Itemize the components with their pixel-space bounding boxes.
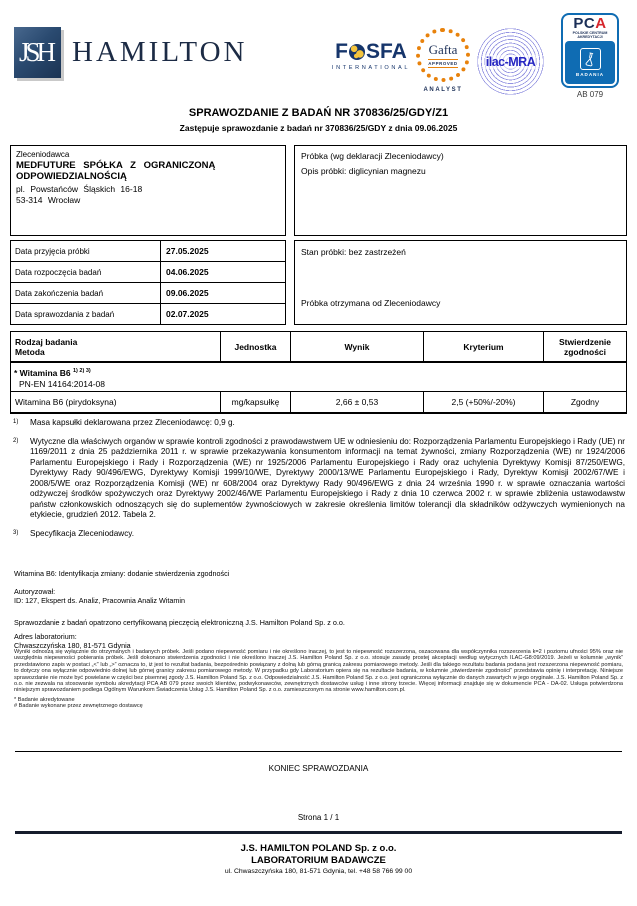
footnote-refs: 1) 2) 3) — [72, 368, 91, 374]
footer-company-name: J.S. HAMILTON POLAND Sp. z o.o. — [240, 843, 397, 854]
globe-icon — [349, 44, 365, 60]
footer-bar — [15, 831, 622, 834]
authorization-block — [14, 569, 614, 650]
column-header-test: Rodzaj badania Metoda — [11, 332, 221, 361]
table-row — [11, 304, 285, 324]
results-group-row — [11, 363, 626, 392]
client-name-line1: MEDFUTURE SPÓŁKA Z OGRANICZONĄ — [16, 160, 216, 171]
dates-table — [10, 240, 286, 325]
client-cell — [10, 145, 286, 236]
client-address-line2: 53-314 Wrocław — [16, 195, 81, 205]
footnote-item — [10, 529, 625, 540]
gafta-approved-label: APPROVED — [428, 61, 458, 66]
sample-condition: Stan próbki: bez zastrzeżeń — [301, 247, 406, 257]
page-number: Strona 1 / 1 — [297, 813, 340, 822]
disclaimer-text: Wyniki odnoszą się wyłącznie do otrzymanych i badanych próbek. Jeśli podano niepewność pomiaru i nie określono inaczej, to jest to niepewność rozszerzona, oszacowana dla współczynnika rozszerzenia k=2 i poziomu ufności 95% oraz nie uwzględnia niepewności pobierania próbek. Jeśli dokonano stwierdzenia zgodności i nie określono inaczej J.S. Hamilton Poland Sp. z o.o. stosuje zasadę prostej akceptacji według wytycznych ILAC-G8:09/2019. Jeżeli w kolumnie „wynik” przedstawiono zapis w postaci „<” lub „>” oznacza to, iż jest to rezultat badania, bezpośrednio powiązany z dolną lub górną granicą zakresu pomiarowego metody. Jeśli dla takiego rezultatu badania podana jest rozszerzona niepewność pomiaru, to dotyczy ona wyłącznie odpowiednio dolnej lub górnej granicy zakresu pomiarowego metody. W przypadku gdy Laboratorium opiera się na rezultacie badania, w kolumnie „stwierdzenie zgodności” przedstawia opinię i interpretację. Niniejsze sprawozdanie nie może być powielane w części bez pisemnej zgody J.S. Hamilton Poland Sp. z o.o. Odpowiedzialność J.S. Hamilton Poland Sp. z o.o. jest ograniczona wyłącznie do danych zawartych w jego oryginale. J.S. Hamilton Poland Sp. z o.o. nie zezwala na stosowanie symbolu akredytacji PCA AB 079 przez swoich klientów, podwykonawców, zewnętrznych dostawców usług i inne strony trzecie. Więcej informacji znajduje się w dokumencie PCA - DA-02. Usługa potwierdzona niniejszym sprawozdaniem podlega Ogólnym Warunkom Świadczenia Usług J.S. Hamilton Poland Sp. z o.o. zamieszczonym na stronie www.hamilton.com.pl. — [14, 649, 623, 694]
date-label: Data rozpoczęcia badań — [11, 262, 161, 282]
result-test-name: Witamina B6 (pirydoksyna) — [11, 392, 221, 412]
test-method: PN-EN 14164:2014-08 — [19, 378, 106, 389]
accredited-test-note: * Badanie akredytowane — [14, 696, 75, 703]
report-subtitle: Zastępuje sprawozdanie z badań nr 370836/25/GDY z dnia 09.06.2025 — [179, 123, 458, 133]
pca-acronym-pc: PC — [573, 15, 596, 32]
result-conformity: Zgodny — [570, 397, 600, 407]
pca-org-line1: POLSKIE CENTRUM — [572, 31, 608, 35]
column-header-conformity: Stwierdzenie zgodności — [559, 336, 611, 357]
date-label: Data przyjęcia próbki — [11, 241, 161, 261]
results-table-header — [11, 332, 626, 363]
fosfa-subtitle: INTERNATIONAL — [331, 65, 411, 71]
sample-cell — [294, 145, 627, 236]
lab-address-label: Adres laboratorium: — [14, 632, 77, 641]
footnote-marker: 1) — [13, 419, 19, 425]
gafta-wreath-icon — [416, 28, 470, 82]
hamilton-wordmark: HAMILTON — [72, 36, 248, 68]
footer-lab-name: LABORATORIUM BADAWCZE — [251, 855, 386, 866]
footer-address: ul. Chwaszczyńska 180, 81-571 Gdynia, tel. +48 58 766 99 00 — [224, 868, 413, 875]
results-table — [10, 331, 627, 414]
table-row — [11, 262, 285, 283]
column-header-unit: Jednostka — [221, 332, 291, 361]
change-identification-note: Witamina B6: Identyfikacja zmiany: dodanie stwierdzenia zgodności — [14, 569, 230, 578]
fosfa-wordmark — [328, 41, 414, 62]
footnote-item — [10, 437, 625, 521]
footnote-text: Masa kapsułki deklarowana przez Zleceniodawcę: 0,9 g. — [30, 418, 235, 427]
fosfa-letter-f: F — [335, 40, 348, 63]
flask-icon — [580, 48, 601, 70]
date-label: Data sprawozdania z badań — [11, 304, 161, 324]
table-row — [11, 283, 285, 304]
sample-description: Opis próbki: diglicynian magnezu — [301, 166, 426, 176]
result-unit: mg/kapsułkę — [221, 392, 291, 412]
report-title: SPRAWOZDANIE Z BADAŃ NR 370836/25/GDY/Z1 — [188, 107, 449, 119]
pca-scope-label: BADANIA — [575, 72, 605, 78]
table-row — [11, 241, 285, 262]
gafta-name: Gafta — [428, 42, 458, 57]
date-value: 27.05.2025 — [166, 246, 209, 256]
sample-state-cell — [294, 240, 627, 325]
test-group-name: * Witamina B6 $^{1) 2) 3)}$ — [14, 367, 91, 378]
date-label: Data zakończenia badań — [11, 283, 161, 303]
electronic-seal-note: Sprawozdanie z badań opatrzono certyfikowaną pieczęcią elektroniczną J.S. Hamilton Poland Sp. z o.o. — [14, 618, 345, 627]
footnote-marker: 3) — [13, 529, 19, 536]
column-header-result: Wynik — [291, 332, 424, 361]
result-value: 2,66 ± 0,53 — [291, 392, 424, 412]
disclaimer — [14, 649, 623, 710]
table-row — [11, 392, 626, 412]
date-value: 02.07.2025 — [166, 309, 209, 319]
jsh-monogram: JSH — [18, 37, 53, 67]
fosfa-logo — [328, 41, 414, 71]
footnotes — [10, 418, 625, 547]
ilac-mra-stamp-icon — [477, 28, 544, 95]
pca-org-name — [573, 31, 608, 39]
sample-received: Próbka otrzymana od Zleceniodawcy — [301, 298, 441, 308]
gafta-logo — [416, 28, 470, 93]
divider-line — [15, 751, 622, 752]
sample-header: Próbka (wg deklaracji Zleceniodawcy) — [301, 151, 444, 161]
column-header-criterion: Kryterium — [424, 332, 544, 361]
date-value: 04.06.2025 — [166, 267, 209, 277]
external-supplier-note: # Badanie wykonane przez zewnętrznego dostawcę — [14, 703, 143, 710]
footnote-item — [10, 418, 625, 429]
footnote-text: Specyfikacja Zleceniodawcy. — [30, 528, 135, 538]
pca-org-line2: AKREDYTACJI — [577, 35, 603, 40]
result-criterion: 2,5 (+50%/-20%) — [424, 392, 544, 412]
pca-acronym — [573, 17, 606, 31]
footnote-marker: 2) — [13, 437, 19, 444]
lab-address: Chwaszczyńska 180, 81-571 Gdynia — [14, 641, 131, 650]
pca-accreditation-badge — [561, 13, 619, 88]
authorized-label: Autoryzował: — [14, 587, 56, 596]
end-of-report: KONIEC SPRAWOZDANIA — [268, 764, 369, 773]
fosfa-letters-sfa: SFA — [365, 40, 407, 63]
pca-acronym-a: A — [595, 15, 607, 32]
pca-certificate-number: AB 079 — [576, 90, 604, 99]
authorized-by: ID: 127, Ekspert ds. Analiz, Pracownia Analiz Witamin — [14, 596, 185, 605]
client-name-line2: ODPOWIEDZIALNOŚCIĄ — [16, 171, 127, 182]
footnote-text: Wytyczne dla właściwych organów w sprawie kontroli zgodności z prawodawstwem UE w odniesieniu do: Rozporządzenia Parlamentu Europejskiego i Rady (UE) nr 1169/2011 z dnia 25 października 2011 r. w sprawie przekazywania konsumentom informacji na temat żywności, zmiany Rozporządzenia (WE) nr 1924/2006 Parlamentu Europejskiego i Rady i Rozporządzenia (WE) nr 1925/2006 Parlamentu Europejskiego i Rady oraz uchylenia Dyrektywy Komisji 87/250/EWG, Dyrektywy Rady 90/496/EWG, Dyrektywy Komisji 1999/10/WE, Dyrektywy 2000/13/WE Parlamentu Europejskiego i Rady, Dyrektyw Komisji 2002/67/WE i 2008/5/WE oraz Rozporządzenia Komisji (WE) nr 608/2004 oraz Dyrektywy Rady 90/496/EWG z dnia 24 września 1990 r. w sprawie oznaczania wartości odżywczej środków spożywczych oraz Dyrektywy 2002/46/WE Parlamentu Europejskiego i Rady z dnia 10 czerwca 2002 r. w sprawie zbliżenia ustawodawstw państw członkowskich odnoszących się do suplementów żywnościowych w zakresie określenia limitów tolerancji dla składników odżywczych wymienionych na etykiecie, grudzień 2012. Tabela 2. — [30, 436, 625, 519]
pca-scope-panel — [565, 41, 615, 84]
date-value: 09.06.2025 — [166, 288, 209, 298]
gafta-analyst-label: ANALYST — [423, 87, 463, 93]
jsh-logo — [14, 27, 61, 78]
client-label: Zleceniodawca — [16, 150, 70, 159]
ilac-mra-label: ilac-MRA — [485, 54, 536, 69]
client-address-line1: pl. Powstańców Śląskich 16-18 — [16, 184, 143, 194]
